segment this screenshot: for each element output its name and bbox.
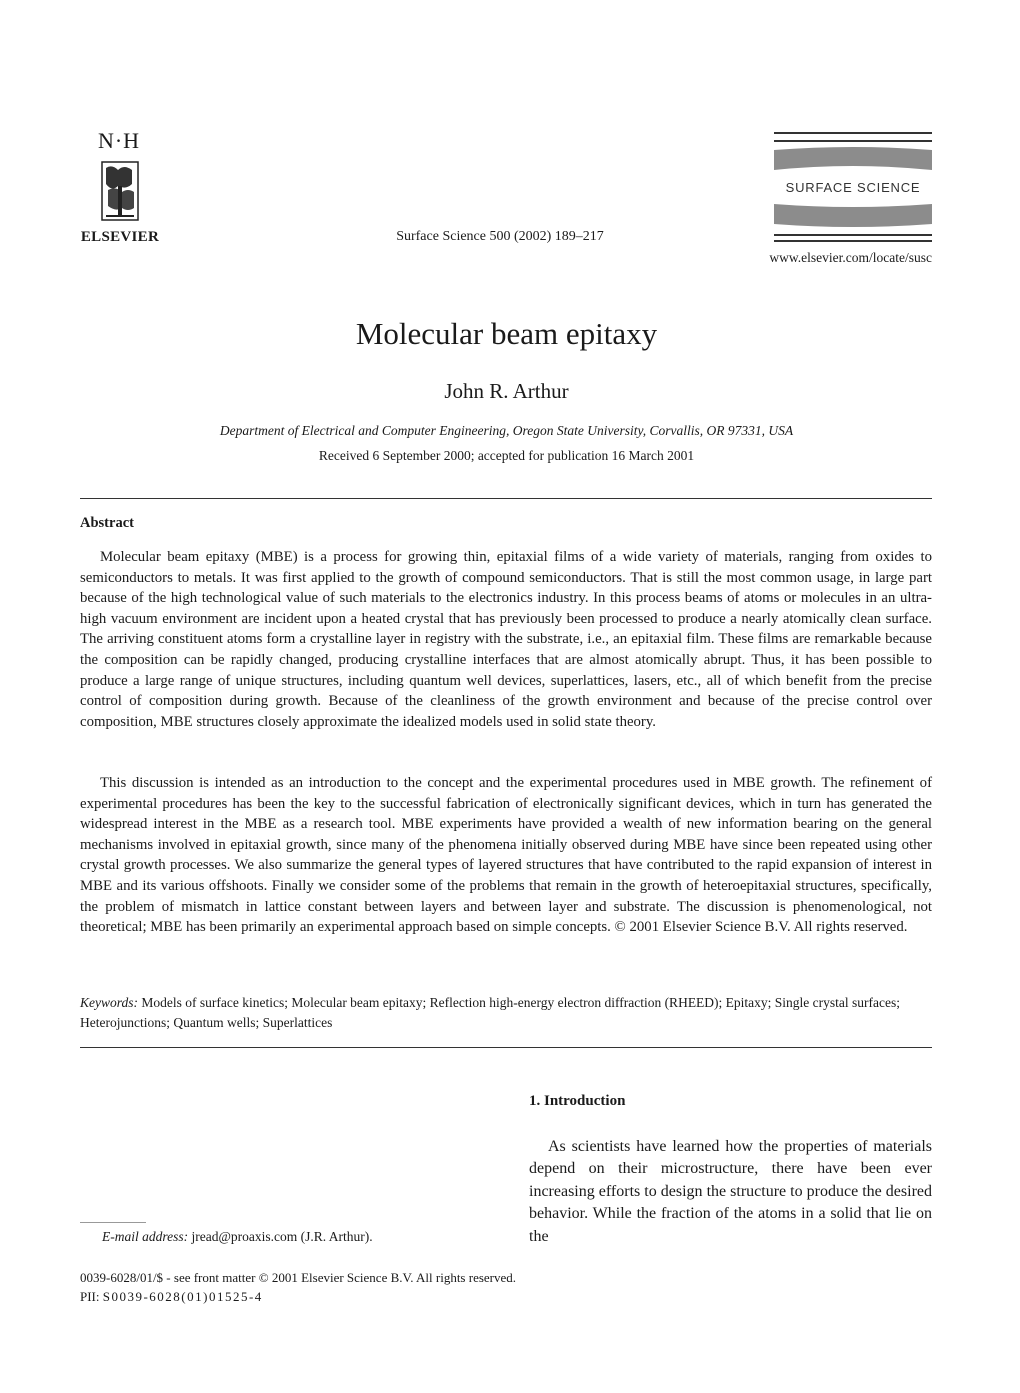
introduction-text: As scientists have learned how the properties of materials depend on their microstructure, there have been ever increasing efforts to design the structure to produce the desired behavior. While the fraction of the atoms in a solid that lie on the (529, 1138, 932, 1245)
received-dates: Received 6 September 2000; accepted for publication 16 March 2001 (318, 448, 695, 463)
email-label: E-mail address: (102, 1229, 189, 1244)
divider-top (80, 498, 932, 499)
journal-citation: Surface Science 500 (2002) 189–217 (396, 229, 604, 244)
abstract-heading: Abstract (80, 515, 134, 531)
footnote (102, 1229, 373, 1245)
email-address[interactable]: jread@proaxis.com (J.R. Arthur). (191, 1229, 373, 1244)
pii-line (80, 1289, 263, 1305)
divider-bottom (80, 1047, 932, 1048)
abstract-paragraph: Molecular beam epitaxy (MBE) is a process for growing thin, epitaxial films of a wide variety of materials, ranging from oxides to semiconductors to metals. It was first applied to the growth of compound semiconductors. That is still the most common usage, in large part because of the high technological value of such materials to the electronics industry. In this process beams of atoms or molecules in an ultra-high vacuum environment are incident upon a heated crystal that has previously been processed to produce a nearly atomically clean surface. The arriving constituent atoms form a crystalline layer in registry with the substrate, i.e., an epitaxial film. These films are remarkable because the composition can be rapidly changed, producing crystalline interfaces that are almost atomically abrupt. Thus, it has been possible to produce a large range of unique structures, including quantum well devices, superlattices, lasers, etc., all of which benefit from the precise control of composition during growth. Because of the cleanliness of the growth environment and because of the precise control over composition, MBE structures closely approximate the idealized models used in solid state theory. (80, 549, 932, 730)
publisher-mark: N·H (97, 128, 141, 153)
pii-id: S0039-6028(01)01525-4 (102, 1289, 263, 1304)
issn-line: 0039-6028/01/$ - see front matter © 2001 Elsevier Science B.V. All rights reserved. (80, 1270, 517, 1285)
author-name: John R. Arthur (444, 379, 569, 403)
keywords (80, 993, 932, 1033)
journal-name: SURFACE SCIENCE (785, 180, 921, 195)
journal-url[interactable]: www.elsevier.com/locate/susc (769, 250, 932, 265)
author-affiliation: Department of Electrical and Computer Engineering, Oregon State University, Corvallis, OR 97331, USA (219, 423, 794, 438)
section-heading: 1. Introduction (529, 1093, 626, 1109)
publisher-name: ELSEVIER (80, 229, 160, 245)
abstract-paragraph: This discussion is intended as an introduction to the concept and the experimental procedures used in MBE growth. The refinement of experimental procedures has been the key to the successful fabrication of electronically significant devices, which in turn has generated the widespread interest in the MBE as a research tool. MBE experiments have provided a wealth of new information bearing on the general mechanisms involved in epitaxial growth, since many of the phenomena initially observed during MBE have since been repeated using other crystal growth processes. We also summarize the general types of layered structures that have contributed to the rapid expansion of interest in MBE and its various offshoots. Finally we consider some of the problems that remain in the growth of heteroepitaxial structures, specifically, the problem of mismatch in lattice constant between layers and between layer and substrate. The discussion is phenomenological, not theoretical; MBE has been primarily an experimental approach based on simple concepts. © 2001 Elsevier Science B.V. All rights reserved. (80, 775, 932, 936)
pii-label: PII: (80, 1289, 100, 1304)
article-title: Molecular beam epitaxy (355, 316, 658, 351)
keywords-list: Models of surface kinetics; Molecular beam epitaxy; Reflection high-energy electron diffraction (RHEED); Epitaxy; Single crystal surfaces; Heterojunctions; Quantum wells; Superlattices (80, 995, 901, 1030)
footnote-divider (80, 1222, 146, 1223)
keywords-label: Keywords: (80, 995, 138, 1010)
